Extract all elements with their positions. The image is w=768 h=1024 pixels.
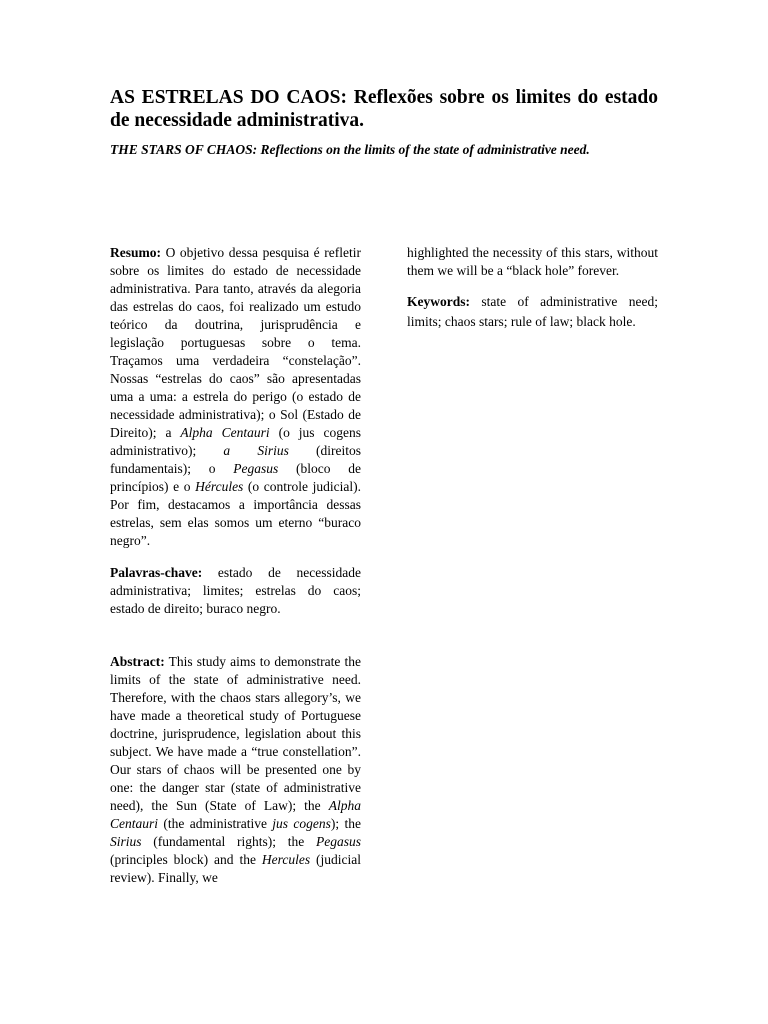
left-column <box>110 244 361 887</box>
abstract-italic-pegasus: Pegasus <box>316 834 361 849</box>
resumo-text: (direitos fundamentais); o <box>110 443 361 476</box>
keywords-paragraph <box>407 292 658 332</box>
paper-title: AS ESTRELAS DO CAOS: Reflexões sobre os limites do estado de necessidade administrativa. <box>110 87 658 131</box>
palavras-chave-paragraph <box>110 564 361 618</box>
resumo-paragraph <box>110 244 361 550</box>
abstract-text: (the administrative <box>158 816 273 831</box>
resumo-text: (bloco de princípios) e o <box>110 461 361 494</box>
abstract-italic-alpha-centauri: Alpha Centauri <box>110 798 361 831</box>
resumo-italic-pegasus: Pegasus <box>233 461 279 476</box>
resumo-label: Resumo: <box>110 245 161 260</box>
resumo-text: (o controle judicial). Por fim, destacamos a importância dessas estrelas, sem elas somos um eterno “buraco negro”. <box>110 479 361 548</box>
resumo-text: O objetivo dessa pesquisa é refletir sobre os limites do estado de necessidade administrativa. Para tanto, através da alegoria das estrelas do caos, foi realizado um estudo teórico da doutrina, jurisprudência e legislação portuguesas sobre o tema. Traçamos uma verdadeira “constelação”. Nossas “estrelas do caos” são apresentadas uma a uma: a estrela do perigo (o estado de necessidade administrativa); o Sol (Estado de Direito); a <box>110 245 361 440</box>
resumo-italic-hercules: Hércules <box>195 479 244 494</box>
palavras-chave-text: estado de necessidade administrativa; limites; estrelas do caos; estado de direito; buraco negro. <box>110 565 361 616</box>
keywords-label: Keywords: <box>407 294 470 309</box>
right-column <box>407 244 658 332</box>
resumo-text: (o jus cogens administrativo); <box>110 425 361 458</box>
keywords-text: state of administrative need; limits; chaos stars; rule of law; black hole. <box>407 294 658 329</box>
resumo-italic-sirius: a Sirius <box>223 443 289 458</box>
abstract-italic-hercules: Hercules <box>261 852 311 867</box>
abstract-continuation: highlighted the necessity of this stars, without them we will be a “black hole” forever. <box>407 245 658 278</box>
abstract-text: (principles block) and the <box>110 852 262 867</box>
abstract-text: ); the <box>330 816 361 831</box>
abstract-label: Abstract: <box>110 654 165 669</box>
abstract-text: (judicial review). Finally, we <box>110 852 361 885</box>
paper-subtitle-english: THE STARS OF CHAOS: Reflections on the limits of the state of administrative need. <box>110 142 590 157</box>
resumo-italic-alpha-centauri: Alpha Centauri <box>180 425 270 440</box>
abstract-italic-sirius: Sirius <box>110 834 142 849</box>
abstract-text: (fundamental rights); the <box>141 834 316 849</box>
abstract-text: This study aims to demonstrate the limits of the state of administrative need. Therefore, with the chaos stars allegory’s, we have made a theoretical study of Portuguese doctrine, jurisprudence, legislation about this subject. We have made a “true constellation”. Our stars of chaos will be presented one by one: the danger star (state of administrative need), the Sun (State of Law); the <box>110 654 361 813</box>
abstract-italic-jus-cogens: jus cogens <box>272 816 331 831</box>
abstract-paragraph <box>110 653 361 887</box>
palavras-chave-label: Palavras-chave: <box>110 565 203 580</box>
